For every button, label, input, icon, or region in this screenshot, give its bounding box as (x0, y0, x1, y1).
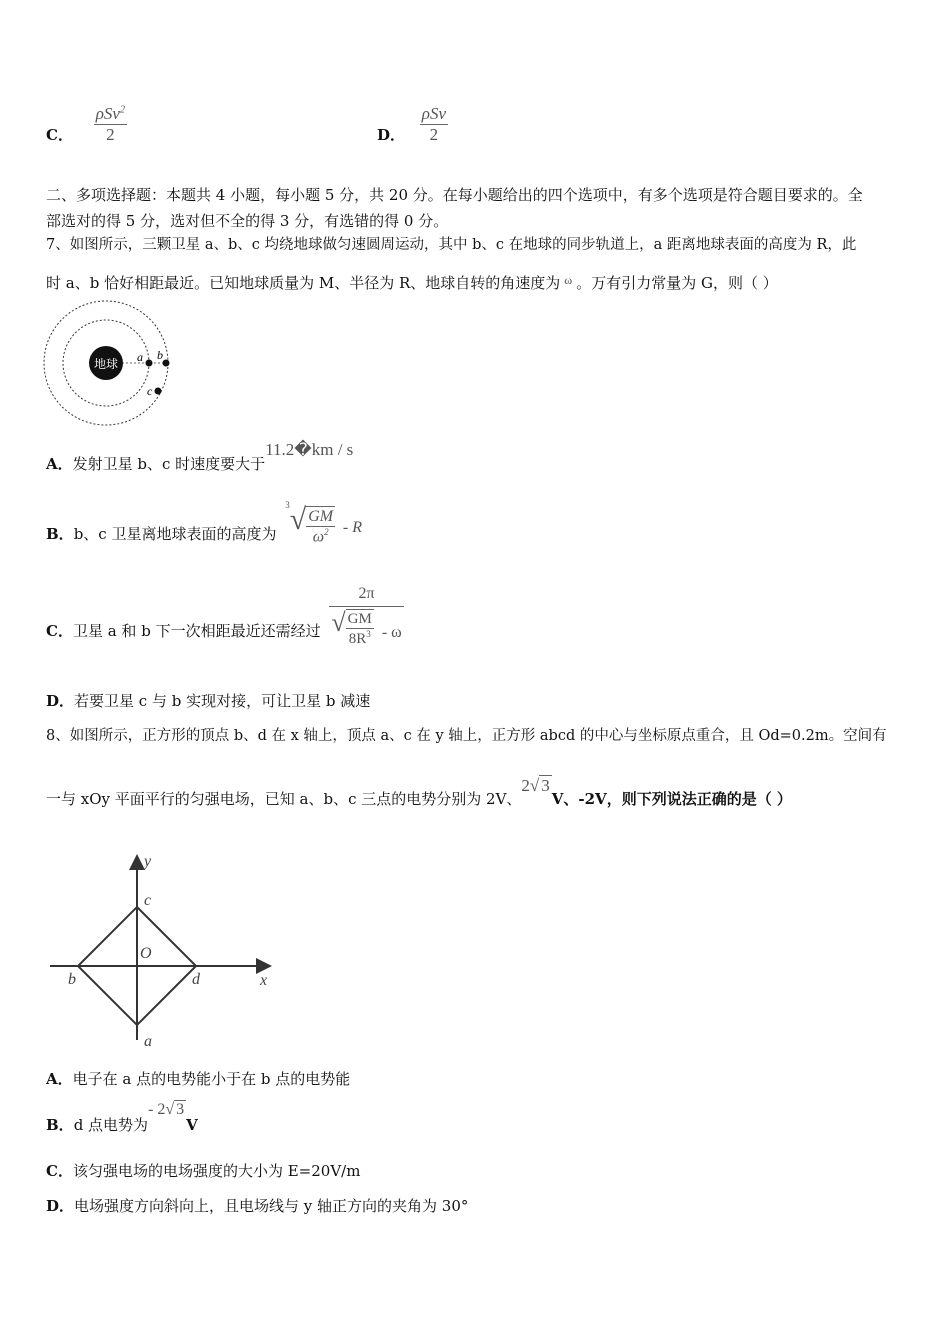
formula: 2√ 3 (521, 776, 550, 795)
q8-option-c: C．该匀强电场的电场强度的大小为 E=20V/m (46, 1162, 361, 1180)
label-O: O (140, 945, 152, 962)
q8-stem-line2: 一与 xOy 平面平行的匀强电场，已知 a、b、c 三点的电势分别为 2V、2√ 3V、-2V，则下列说法正确的是（ ） (46, 776, 792, 808)
option-label: D． (377, 126, 406, 144)
formula: $^3$√ $\frac{GM}{\omega^2}$ - R (285, 500, 362, 546)
section-heading-line2: 部选对的得 5 分，选对但不全的得 3 分，有选错的得 0 分。 (46, 212, 449, 230)
q6-option-c (46, 104, 127, 146)
q6-option-d (377, 104, 448, 146)
option-label: C． (46, 126, 73, 144)
formula: 11.2�km / s (265, 440, 354, 459)
q7-option-c: C．卫星 a 和 b 下一次相距最近还需经过 2π √ $\frac{GM}{8R^3}$ - ω (46, 585, 402, 648)
q8-option-d: D．电场强度方向斜向上，且电场线与 y 轴正方向的夹角为 30° (46, 1197, 469, 1215)
satellite-c (155, 388, 162, 395)
label-c: c (144, 892, 152, 909)
q8-stem-line1: 8、如图所示，正方形的顶点 b、d 在 x 轴上，顶点 a、c 在 y 轴上，正方形 abcd 的中心与坐标原点重合，且 Od=0.2m。空间有 (46, 728, 887, 744)
formula: $\frac{\rho Sv^2}{2}$ (95, 104, 125, 145)
label-b: b (157, 348, 163, 362)
label-b: b (68, 971, 76, 988)
formula: 2π √ $\frac{GM}{8R^3}$ - ω (331, 585, 402, 648)
q7-stem-line1: 7、如图所示，三颗卫星 a、b、c 均绕地球做匀速圆周运动，其中 b、c 在地球的同步轨道上，a 距离地球表面的高度为 R，此 (46, 237, 857, 253)
q7-option-a: A．发射卫星 b、c 时速度要大于11.2�km / s (46, 440, 354, 473)
square-axes-diagram (46, 850, 286, 1050)
formula: $\frac{\text{ρSv}}{2}$ (421, 104, 447, 145)
q7-option-d: D．若要卫星 c 与 b 实现对接，可让卫星 b 减速 (46, 692, 371, 710)
q7-option-b: B．b、c 卫星离地球表面的高度为 $^3$√ $\frac{GM}{\omega^2}$ - R (46, 500, 362, 546)
satellite-b (163, 360, 170, 367)
label-a: a (137, 350, 143, 364)
label-c: c (147, 384, 153, 398)
label-y: y (144, 853, 152, 870)
earth-label: 地球 (93, 357, 119, 371)
q8-option-b: B．d 点电势为- 2√ 3V (46, 1101, 198, 1134)
section-heading-line1: 二、多项选择题：本题共 4 小题，每小题 5 分，共 20 分。在每小题给出的四个选项中，有多个选项是符合题目要求的。全 (46, 186, 863, 204)
orbit-diagram (40, 300, 180, 430)
q7-stem-line2: 时 a、b 恰好相距最近。已知地球质量为 M、半径为 R、地球自转的角速度为 $^\omega$ 。万有引力常量为 G，则（ ） (46, 273, 778, 292)
formula: - 2√ 3 (148, 1101, 185, 1118)
satellite-a (146, 360, 153, 367)
omega-symbol: ω (564, 273, 573, 287)
q8-option-a: A．电子在 a 点的电势能小于在 b 点的电势能 (46, 1070, 351, 1088)
label-x: x (260, 972, 268, 989)
label-a: a (144, 1033, 152, 1050)
label-d: d (192, 971, 200, 988)
